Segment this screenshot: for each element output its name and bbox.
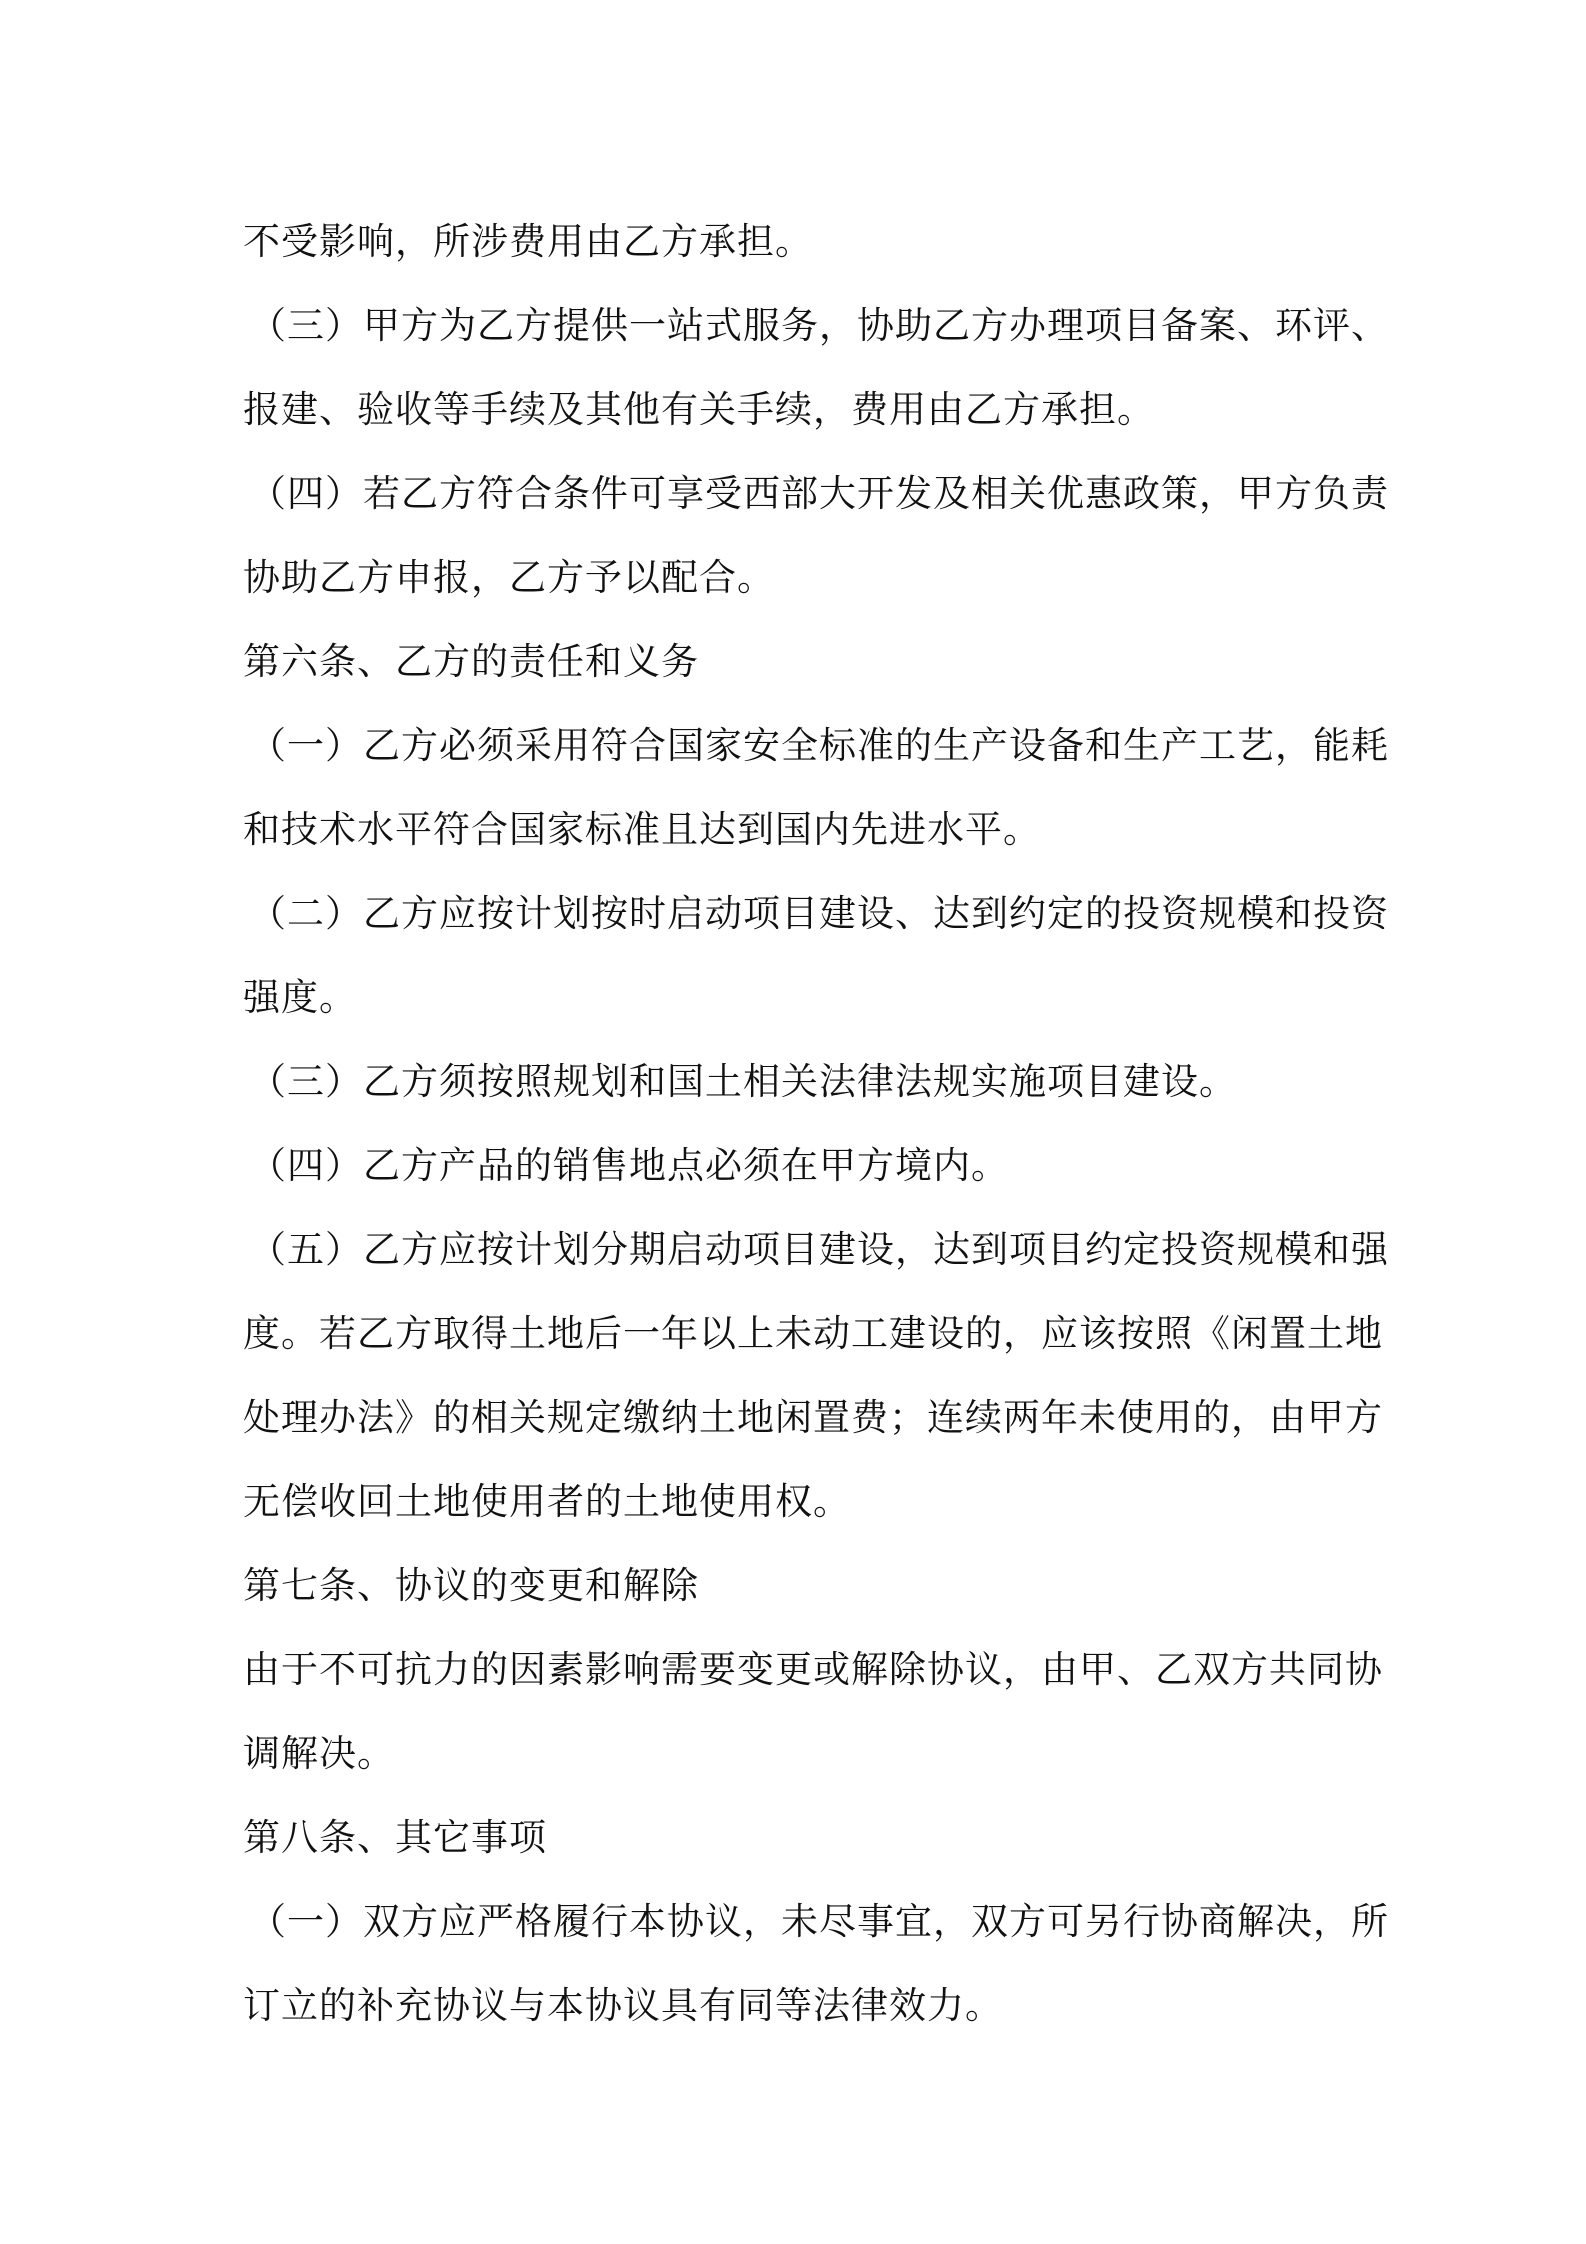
text-line: 度。若乙方取得土地后一年以上未动工建设的，应该按照《闲置土地 [243, 1312, 1383, 1355]
text-line: （四）若乙方符合条件可享受西部大开发及相关优惠政策，甲方负责 [249, 472, 1389, 515]
section-heading: 第六条、乙方的责任和义务 [243, 640, 699, 683]
text-line: 订立的补充协议与本协议具有同等法律效力。 [243, 1984, 1003, 2027]
section-heading: 第八条、其它事项 [243, 1816, 547, 1859]
text-line: （二）乙方应按计划按时启动项目建设、达到约定的投资规模和投资 [249, 892, 1389, 935]
document-body [243, 200, 1389, 2048]
text-line: （五）乙方应按计划分期启动项目建设，达到项目约定投资规模和强 [249, 1228, 1389, 1271]
text-line: 无偿收回土地使用者的土地使用权。 [243, 1480, 851, 1523]
text-line: 处理办法》的相关规定缴纳土地闲置费；连续两年未使用的，由甲方 [243, 1396, 1383, 1439]
text-line: 不受影响，所涉费用由乙方承担。 [243, 220, 813, 263]
text-line: 由于不可抗力的因素影响需要变更或解除协议，由甲、乙双方共同协 [243, 1648, 1383, 1691]
text-line: 和技术水平符合国家标准且达到国内先进水平。 [243, 808, 1041, 851]
text-line: （四）乙方产品的销售地点必须在甲方境内。 [249, 1144, 1009, 1187]
text-line: 调解决。 [243, 1732, 395, 1775]
text-line: 强度。 [243, 976, 357, 1019]
text-line: （三）乙方须按照规划和国土相关法律法规实施项目建设。 [249, 1060, 1237, 1103]
text-line: （一）乙方必须采用符合国家安全标准的生产设备和生产工艺，能耗 [249, 724, 1389, 767]
text-line: （一）双方应严格履行本协议，未尽事宜，双方可另行协商解决，所 [249, 1900, 1389, 1943]
text-line: 协助乙方申报，乙方予以配合。 [243, 556, 775, 599]
section-heading: 第七条、协议的变更和解除 [243, 1564, 699, 1607]
text-line: （三）甲方为乙方提供一站式服务，协助乙方办理项目备案、环评、 [249, 304, 1389, 347]
text-line: 报建、验收等手续及其他有关手续，费用由乙方承担。 [243, 388, 1155, 431]
